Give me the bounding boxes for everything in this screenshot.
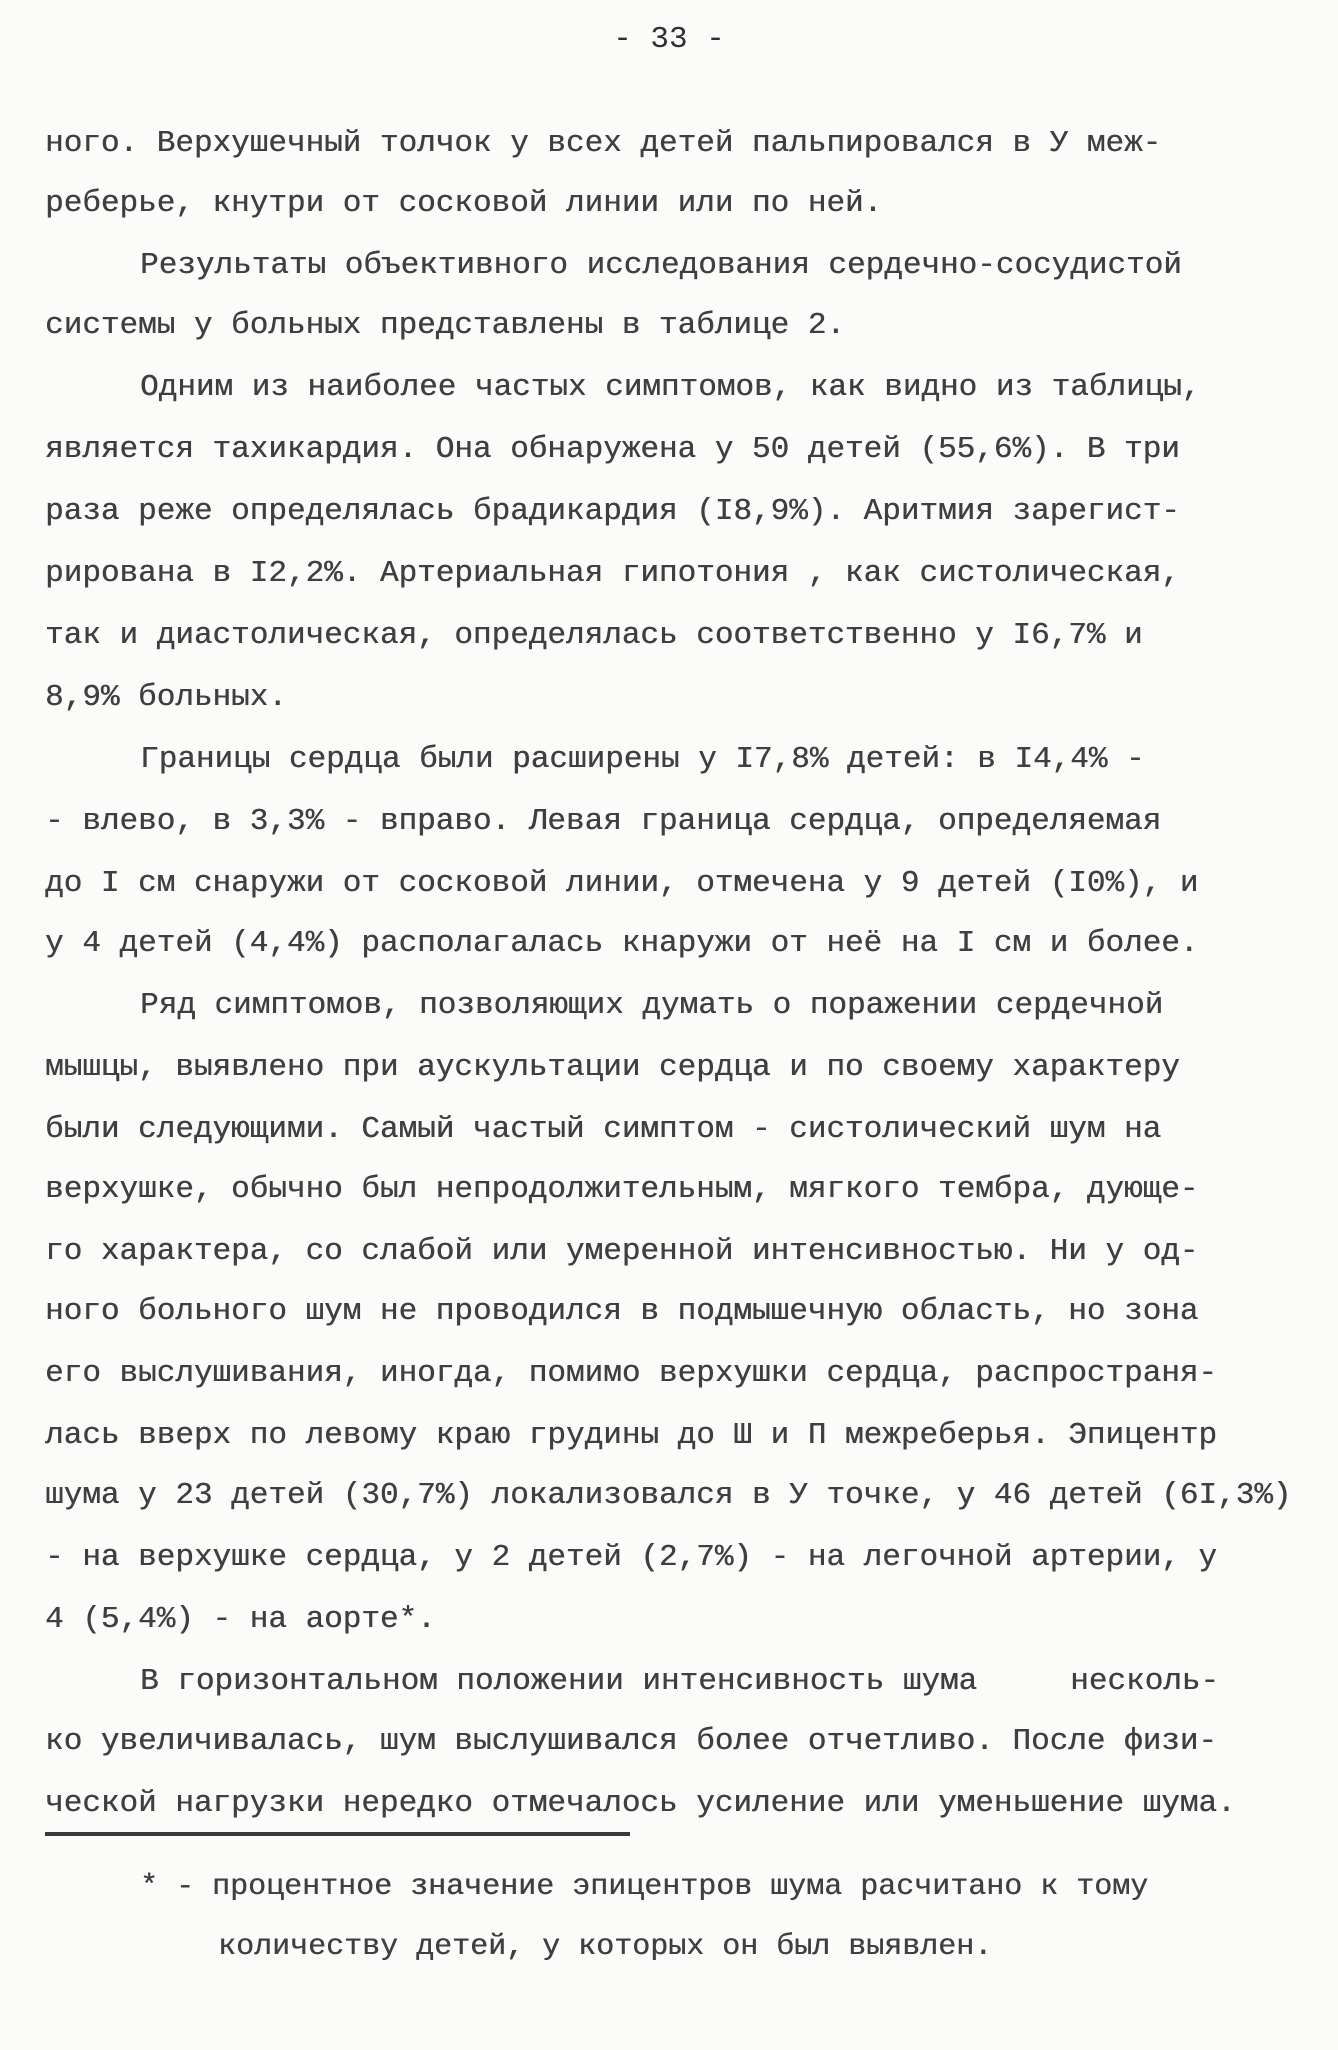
body-line: были следующими. Самый частый симптом - систолический шум на [45, 1112, 1162, 1147]
body-line: - на верхушке сердца, у 2 детей (2,7%) - на легочной артерии, у [45, 1540, 1217, 1575]
body-line: мышцы, выявлено при аускультации сердца и по своему характеру [45, 1050, 1180, 1085]
body-line: ного больного шум не проводился в подмышечную область, но зона [45, 1294, 1199, 1329]
body-line: до I см снаружи от сосковой линии, отмечена у 9 детей (I0%), и [45, 866, 1199, 901]
footnote-line: количеству детей, у которых он был выявлен. [218, 1930, 993, 1964]
body-line: реберье, кнутри от сосковой линии или по ней. [45, 186, 883, 221]
body-line: системы у больных представлены в таблице 2. [45, 308, 845, 343]
footnote-line: * - процентное значение эпицентров шума расчитано к тому [140, 1870, 1149, 1904]
body-line: Одним из наиболее частых симптомов, как видно из таблицы, [140, 370, 1201, 405]
body-line: так и диастолическая, определялась соответственно у I6,7% и [45, 618, 1143, 653]
body-line: лась вверх по левому краю грудины до Ш и П межреберья. Эпицентр [45, 1418, 1217, 1453]
body-line: его выслушивания, иногда, помимо верхушки сердца, распространя- [45, 1356, 1217, 1391]
body-line: Ряд симптомов, позволяющих думать о поражении сердечной [140, 988, 1164, 1023]
body-line: раза реже определялась брадикардия (I8,9%). Аритмия зарегист- [45, 494, 1180, 529]
body-line: го характера, со слабой или умеренной интенсивностью. Ни у од- [45, 1234, 1199, 1269]
page-number: - 33 - [613, 22, 725, 57]
body-line: рирована в I2,2%. Артериальная гипотония , как систолическая, [45, 556, 1180, 591]
body-line: 4 (5,4%) - на аорте*. [45, 1602, 436, 1637]
body-line: Границы сердца были расширены у I7,8% детей: в I4,4% - [140, 742, 1145, 777]
body-line: - влево, в 3,3% - вправо. Левая граница сердца, определяемая [45, 804, 1162, 839]
body-line: верхушке, обычно был непродолжительным, мягкого тембра, дующе- [45, 1172, 1199, 1207]
body-line: ческой нагрузки нередко отмечалось усиление или уменьшение шума. [45, 1786, 1236, 1821]
body-line: В горизонтальном положении интенсивность шума несколь- [140, 1664, 1219, 1699]
body-line: 8,9% больных. [45, 680, 287, 715]
body-line: ного. Верхушечный толчок у всех детей пальпировался в У меж- [45, 126, 1162, 161]
body-line: является тахикардия. Она обнаружена у 50 детей (55,6%). В три [45, 432, 1180, 467]
footnote-divider [45, 1832, 630, 1836]
body-line: ко увеличивалась, шум выслушивался более отчетливо. После физи- [45, 1724, 1217, 1759]
body-line: у 4 детей (4,4%) располагалась кнаружи от неё на I см и более. [45, 926, 1199, 961]
body-line: Результаты объективного исследования сердечно-сосудистой [140, 248, 1182, 283]
body-line: шума у 23 детей (30,7%) локализовался в У точке, у 46 детей (6I,3%) [45, 1478, 1292, 1513]
